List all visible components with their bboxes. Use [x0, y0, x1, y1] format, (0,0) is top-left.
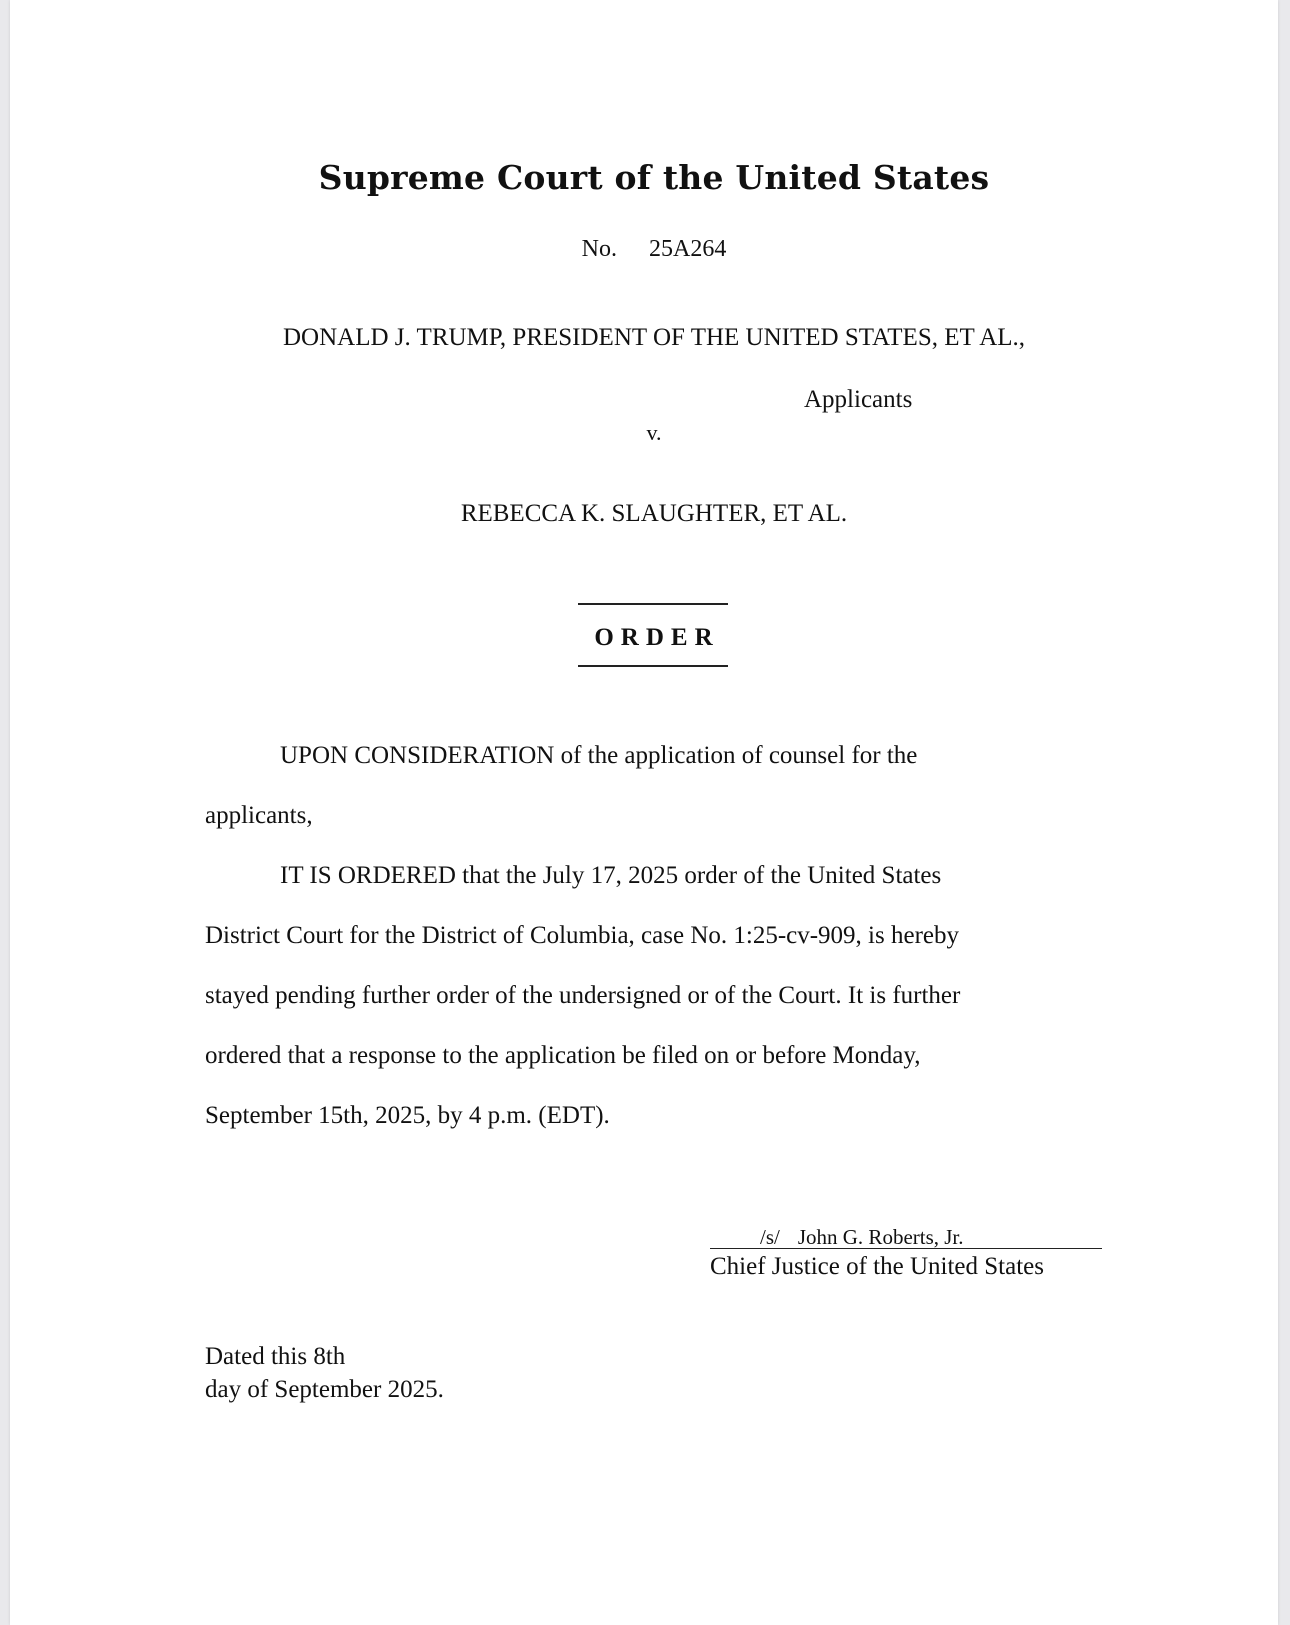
- order-paragraph-line: IT IS ORDERED that the July 17, 2025 order of the United States: [280, 862, 942, 889]
- signature-title: Chief Justice of the United States: [710, 1253, 1044, 1280]
- signature-line: [760, 1225, 964, 1250]
- signature-name: John G. Roberts, Jr.: [797, 1225, 964, 1249]
- docket-prefix: No.: [581, 236, 617, 262]
- order-paragraph-line: District Court for the District of Columbia, case No. 1:25-cv-909, is hereby: [205, 922, 960, 949]
- dated-line-1: Dated this 8th: [205, 1343, 346, 1370]
- applicant-party: DONALD J. TRUMP, PRESIDENT OF THE UNITED STATES, ET AL.,: [282, 324, 1026, 351]
- applicant-role: Applicants: [804, 386, 913, 413]
- document-page: [10, 0, 1278, 1625]
- order-paragraph-line: applicants,: [205, 802, 313, 829]
- dated-line-2: day of September 2025.: [205, 1376, 444, 1403]
- signature-rule: [710, 1248, 1102, 1249]
- court-title: Supreme Court of the United States: [318, 158, 990, 197]
- order-paragraph-line: stayed pending further order of the undersigned or of the Court. It is further: [205, 982, 961, 1009]
- order-rule-top: [578, 603, 728, 605]
- docket-value: 25A264: [649, 236, 727, 262]
- signature-prefix: /s/: [760, 1225, 780, 1249]
- order-paragraph-line: ordered that a response to the application be filed on or before Monday,: [205, 1042, 921, 1069]
- versus: v.: [646, 420, 662, 445]
- order-rule-bottom: [578, 665, 728, 667]
- docket-number: [10, 236, 1290, 263]
- order-paragraph-line: UPON CONSIDERATION of the application of counsel for the: [280, 742, 918, 769]
- order-paragraph-line: September 15th, 2025, by 4 p.m. (EDT).: [205, 1102, 610, 1129]
- order-heading: ORDER: [594, 624, 720, 651]
- respondent-party: REBECCA K. SLAUGHTER, ET AL.: [460, 500, 848, 527]
